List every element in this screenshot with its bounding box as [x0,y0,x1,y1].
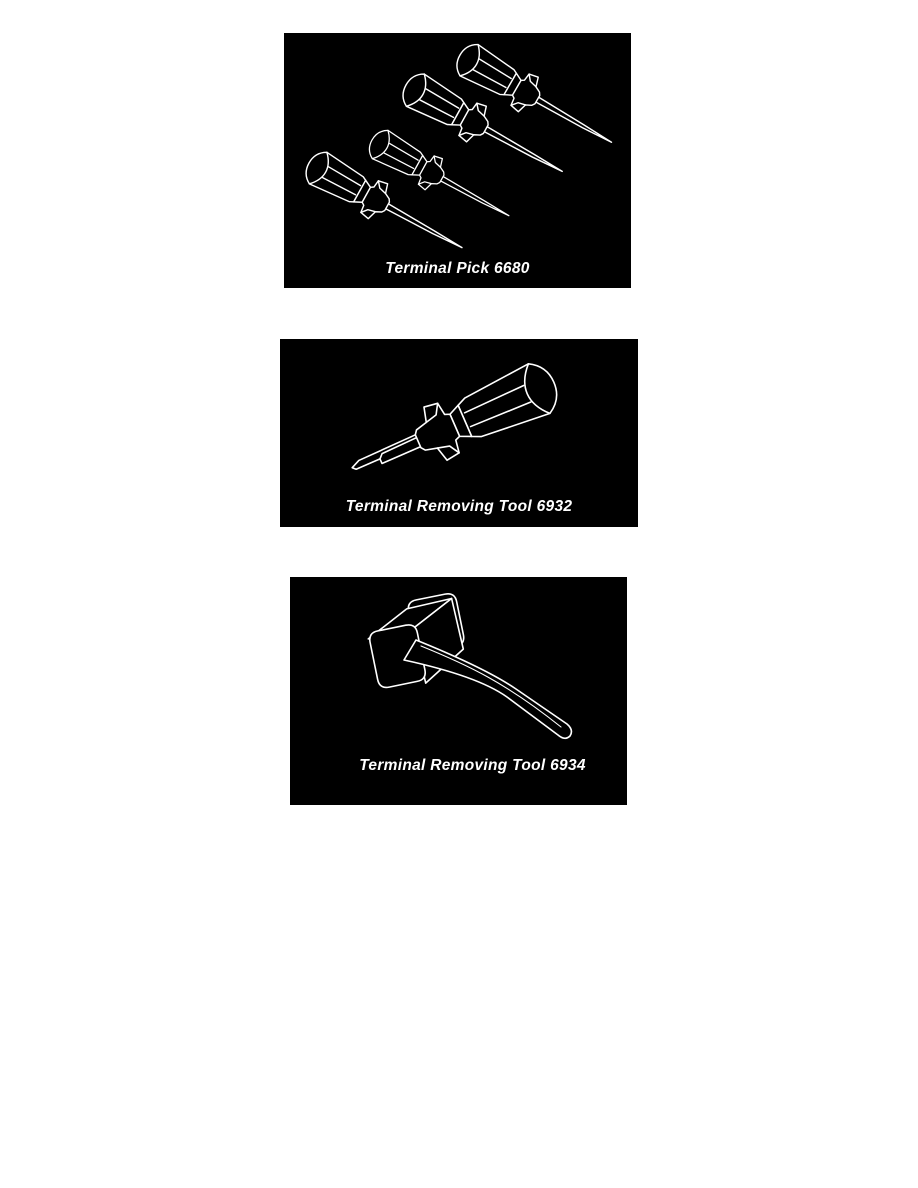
terminal-removing-tool-6934-drawing [368,594,571,738]
figure-terminal-pick-6680 [284,33,631,288]
figure-terminal-removing-tool-6934 [290,577,627,805]
figure-caption: Terminal Removing Tool 6932 [345,498,573,515]
terminal-removing-tool-6932-drawing [341,356,565,497]
terminal-pick-illustration [284,33,631,288]
figure-terminal-removing-tool-6932 [280,339,638,527]
terminal-pick-drawing-3 [363,124,517,231]
terminal-pick-drawing-1 [450,38,621,160]
figure-caption: Terminal Removing Tool 6934 [359,757,586,774]
figure-caption: Terminal Pick 6680 [385,260,530,277]
